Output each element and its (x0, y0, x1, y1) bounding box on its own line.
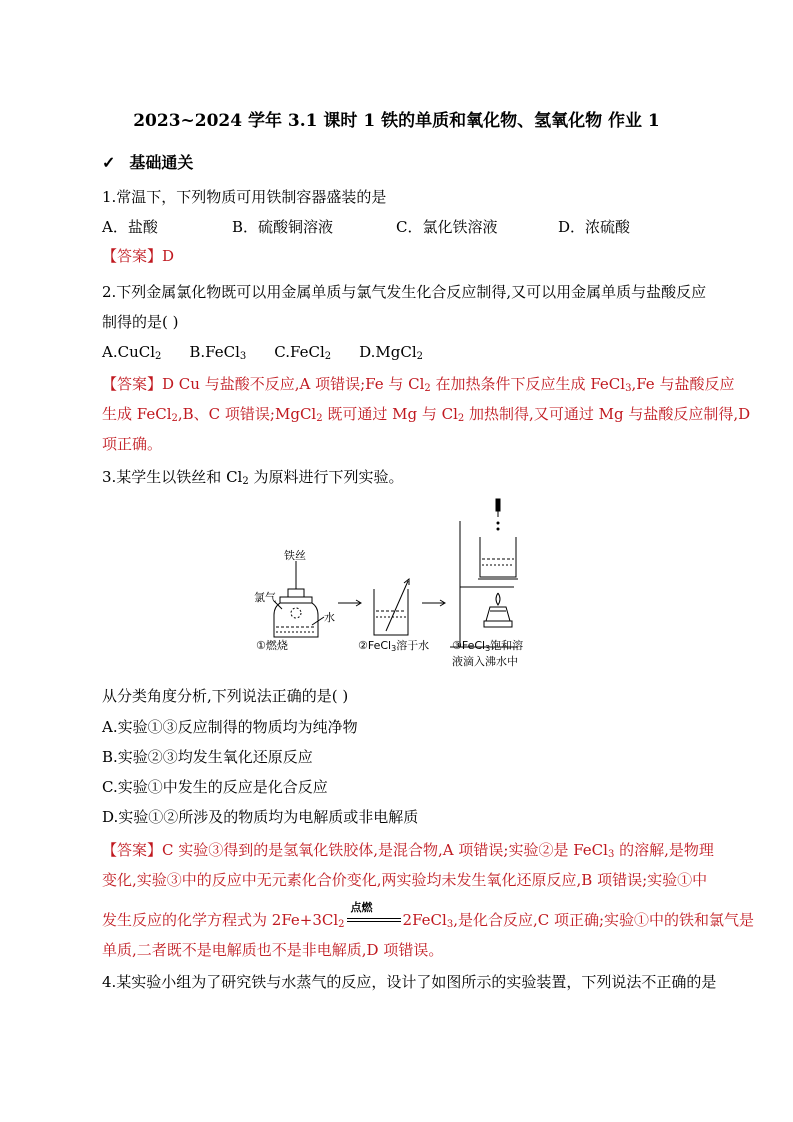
q4-stem: 4.某实验小组为了研究铁与水蒸气的反应，设计了如图所示的实验装置，下列说法不正确的是 (102, 973, 717, 991)
q1-option-d: D．浓硫酸 (558, 218, 631, 236)
q3-question: 从分类角度分析,下列说法正确的是( ) (102, 687, 349, 705)
q1-option-b: B．硫酸铜溶液 (232, 218, 334, 236)
caption-1: ①燃烧 (256, 639, 288, 652)
burning-bottle-apparatus (254, 548, 335, 637)
q2-option-b: B.FeCl$_3$ (189, 343, 247, 362)
reaction-condition: 点燃 (347, 914, 401, 928)
q2-option-c: C.FeCl$_2$ (274, 343, 332, 362)
q1-stem: 1.常温下，下列物质可用铁制容器盛装的是 (102, 188, 387, 206)
q2-stem-line2: 制得的是( ) (102, 313, 179, 331)
q2-stem-line1: 2.下列金属氯化物既可以用金属单质与氯气发生化合反应制得,又可以用金属单质与盐酸反应 (102, 283, 707, 301)
q3-option-b: B.实验②③均发生氧化还原反应 (102, 748, 313, 766)
arrow-2 (422, 600, 445, 606)
arrow-1 (338, 600, 361, 606)
boiling-apparatus (450, 499, 518, 647)
q3-answer-line2: 变化,实验③中的反应中无元素化合价变化,两实验均未发生氧化还原反应,B 项错误;实验①中 (102, 871, 708, 889)
q3-answer-line3: 发生反应的化学方程式为 $2Fe+3Cl_2$ 点燃 2FeCl$_3$,是化合反应,C 项正确;实验①中的铁和氯气是 (102, 901, 755, 930)
q3-answer-line1: 【答案】C 实验③得到的是氢氧化铁胶体,是混合物,A 项错误;实验②是 FeCl$_3$ 的溶解,是物理 (102, 841, 714, 860)
q1-option-c: C．氯化铁溶液 (396, 218, 498, 236)
q2-options (102, 342, 423, 362)
section-heading (102, 150, 193, 173)
q1-option-a: A．盐酸 (102, 218, 158, 236)
q2-answer-line3: 项正确。 (102, 435, 163, 453)
q3-option-d: D.实验①②所涉及的物质均为电解质或非电解质 (102, 808, 419, 826)
caption-2: ②FeCl3溶于水 (358, 639, 430, 653)
label-iron-wire: 铁丝 (284, 549, 306, 562)
label-chlorine: 氯气 (254, 591, 276, 604)
check-icon: ✓ (102, 153, 116, 172)
q2-answer-line2: 生成 FeCl$_2$,B、C 项错误;MgCl$_2$ 既可通过 Mg 与 $Cl_2$ 加热制得,又可通过 Mg 与盐酸反应制得,D (102, 405, 751, 424)
section-label: 基础通关 (129, 153, 194, 172)
beaker-apparatus (374, 579, 409, 635)
q3-answer-line4: 单质,二者既不是电解质也不是非电解质,D 项错误。 (102, 941, 444, 959)
caption-3-line1: ③FeCl3饱和溶 (452, 639, 524, 653)
q3-option-a: A.实验①③反应制得的物质均为纯净物 (102, 718, 358, 736)
caption-3-line2: 液滴入沸水中 (452, 655, 518, 668)
q2-option-d: D.MgCl$_2$ (359, 343, 423, 362)
page-title: 2023~2024 学年 3.1 课时 1 铁的单质和氧化物、氢氧化物 作业 1 (133, 111, 660, 131)
q1-answer: 【答案】D (102, 247, 175, 265)
q3-stem: 3.某学生以铁丝和 $Cl_2$ 为原料进行下列实验。 (102, 468, 404, 487)
q2-option-a: A.CuCl$_2$ (102, 343, 162, 362)
q3-option-c: C.实验①中发生的反应是化合反应 (102, 778, 328, 796)
label-water: 水 (324, 611, 335, 624)
q2-answer-line1: 【答案】D Cu 与盐酸不反应,A 项错误;Fe 与 $Cl_2$ 在加热条件下反应生成 FeCl$_3$,Fe 与盐酸反应 (102, 375, 735, 394)
experiment-figure (250, 497, 525, 669)
